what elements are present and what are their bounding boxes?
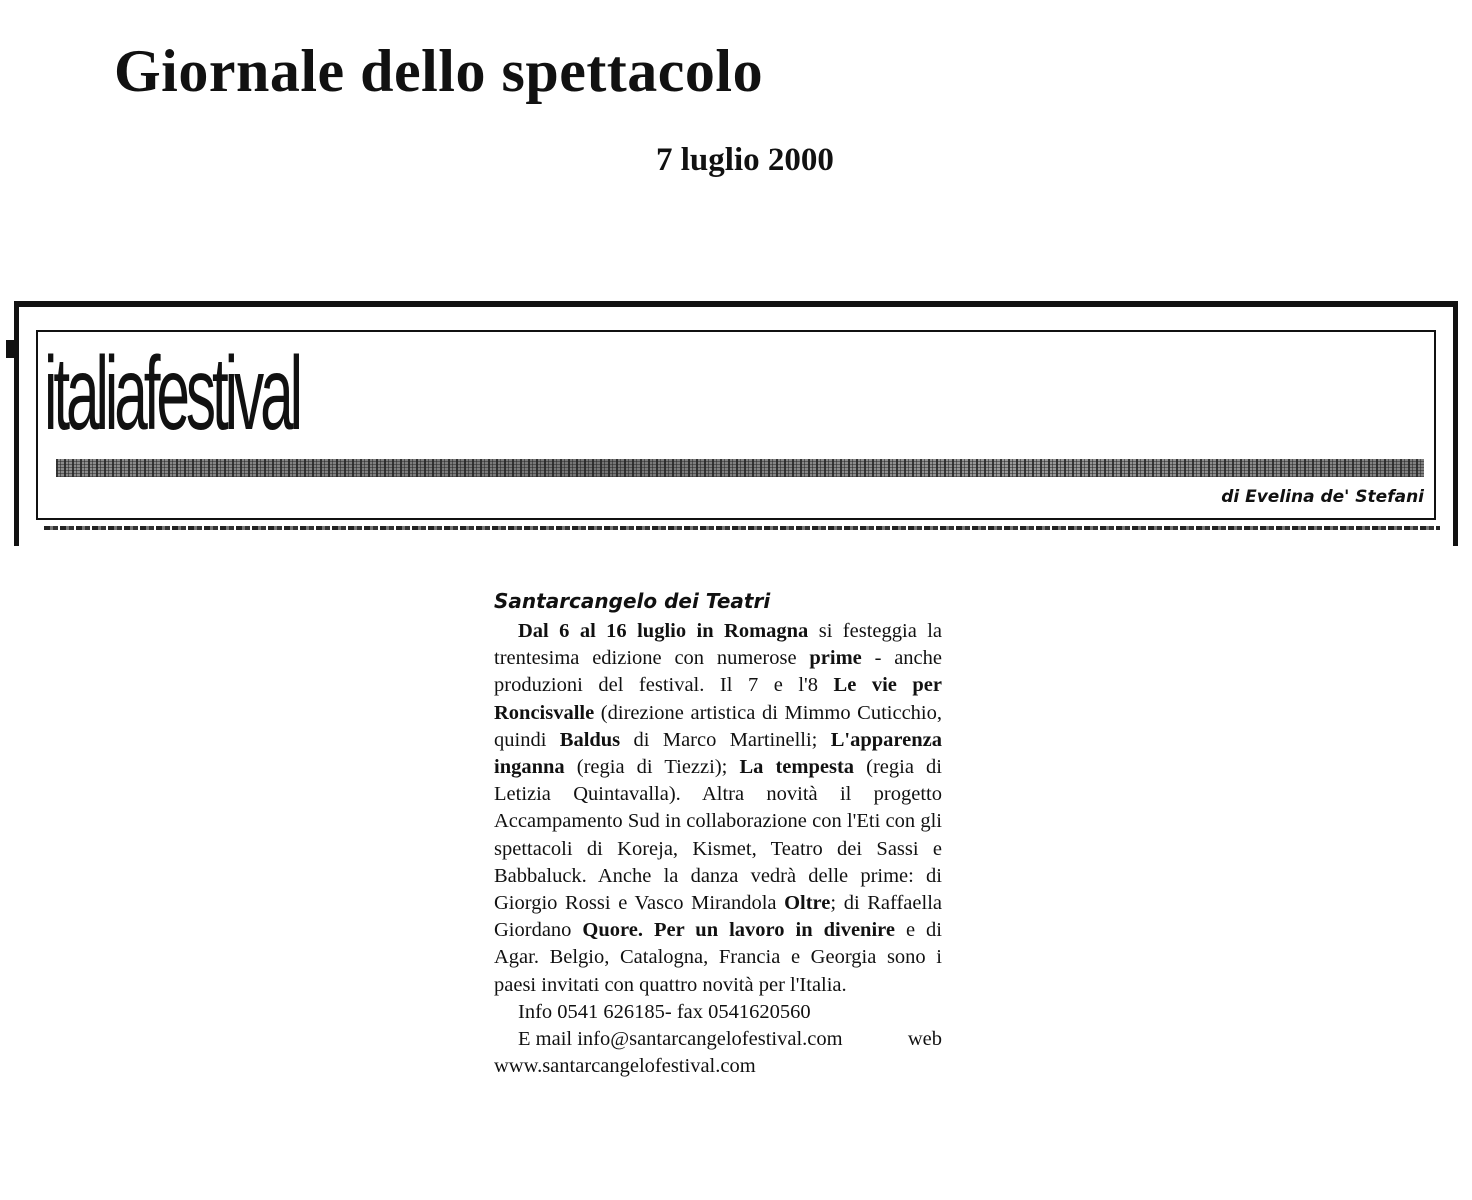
article-bold-run: Baldus bbox=[559, 728, 621, 751]
frame-top-rule bbox=[14, 301, 1458, 307]
article-bold-run: Dal 6 al 16 luglio in Romagna bbox=[518, 620, 809, 642]
article-text-run: - anche produzioni del festival. Il 7 e l'8 bbox=[494, 647, 942, 697]
article-bold-run: Le vie per Roncisvalle bbox=[494, 674, 942, 724]
contact-email: E mail info@santarcangelofestival.com bbox=[518, 1028, 843, 1051]
article-bold-run: Quore. Per un lavoro in divenire bbox=[582, 919, 895, 942]
article-bold-run: L'apparenza inganna bbox=[494, 728, 942, 779]
article-text-run: (direzione artistica di Mimmo Cuticchio, quindi bbox=[494, 701, 942, 751]
article-bold-run: prime bbox=[809, 647, 862, 670]
contact-email-row bbox=[494, 1026, 942, 1053]
article-text-run: di Marco Martinelli; bbox=[620, 728, 831, 751]
article-bold-run: Oltre bbox=[784, 892, 831, 915]
article-body bbox=[494, 618, 942, 999]
contact-web-url: www.santarcangelofestival.com bbox=[494, 1055, 756, 1078]
column-rubric: italiafestival bbox=[44, 336, 299, 452]
article-text-run: (regia di Letizia Quintavalla). Altra novità il progetto Accampamento Sud in collaborazione con l'Eti con gli spettacoli di Koreja, Kismet, Teatro dei Sassi e Babbaluck. Anche la danza vedrà delle prime: di Giorgio Rossi e Vasco Mirandola bbox=[494, 756, 942, 915]
article-text-run: ; di Raffaella Giordano bbox=[494, 892, 942, 942]
article-text-run: si festeggia la trentesima edizione con numerose bbox=[494, 620, 942, 670]
dotted-underrule bbox=[44, 526, 1440, 530]
frame-left-rule bbox=[14, 301, 19, 546]
article-bold-run: La tempesta bbox=[739, 756, 855, 779]
article bbox=[494, 586, 942, 1080]
article-title: Santarcangelo dei Teatri bbox=[494, 589, 771, 613]
column-byline: di Evelina de' Stefani bbox=[1221, 487, 1424, 507]
article-contacts bbox=[494, 999, 942, 1081]
frame-right-rule bbox=[1453, 301, 1458, 546]
article-text-run: e di Agar. Belgio, Catalogna, Francia e Georgia sono i paesi invitati con quattro novità per l'Italia. bbox=[494, 919, 942, 996]
article-text-run: (regia di Tiezzi); bbox=[564, 756, 740, 779]
frame-left-tick bbox=[6, 340, 14, 358]
contact-info-line: Info 0541 626185- fax 0541620560 bbox=[518, 1000, 811, 1023]
contact-web-label: web bbox=[907, 1028, 942, 1051]
masthead-title: Giornale dello spettacolo bbox=[114, 38, 764, 104]
halftone-band bbox=[56, 459, 1424, 477]
publication-date: 7 luglio 2000 bbox=[656, 142, 834, 178]
